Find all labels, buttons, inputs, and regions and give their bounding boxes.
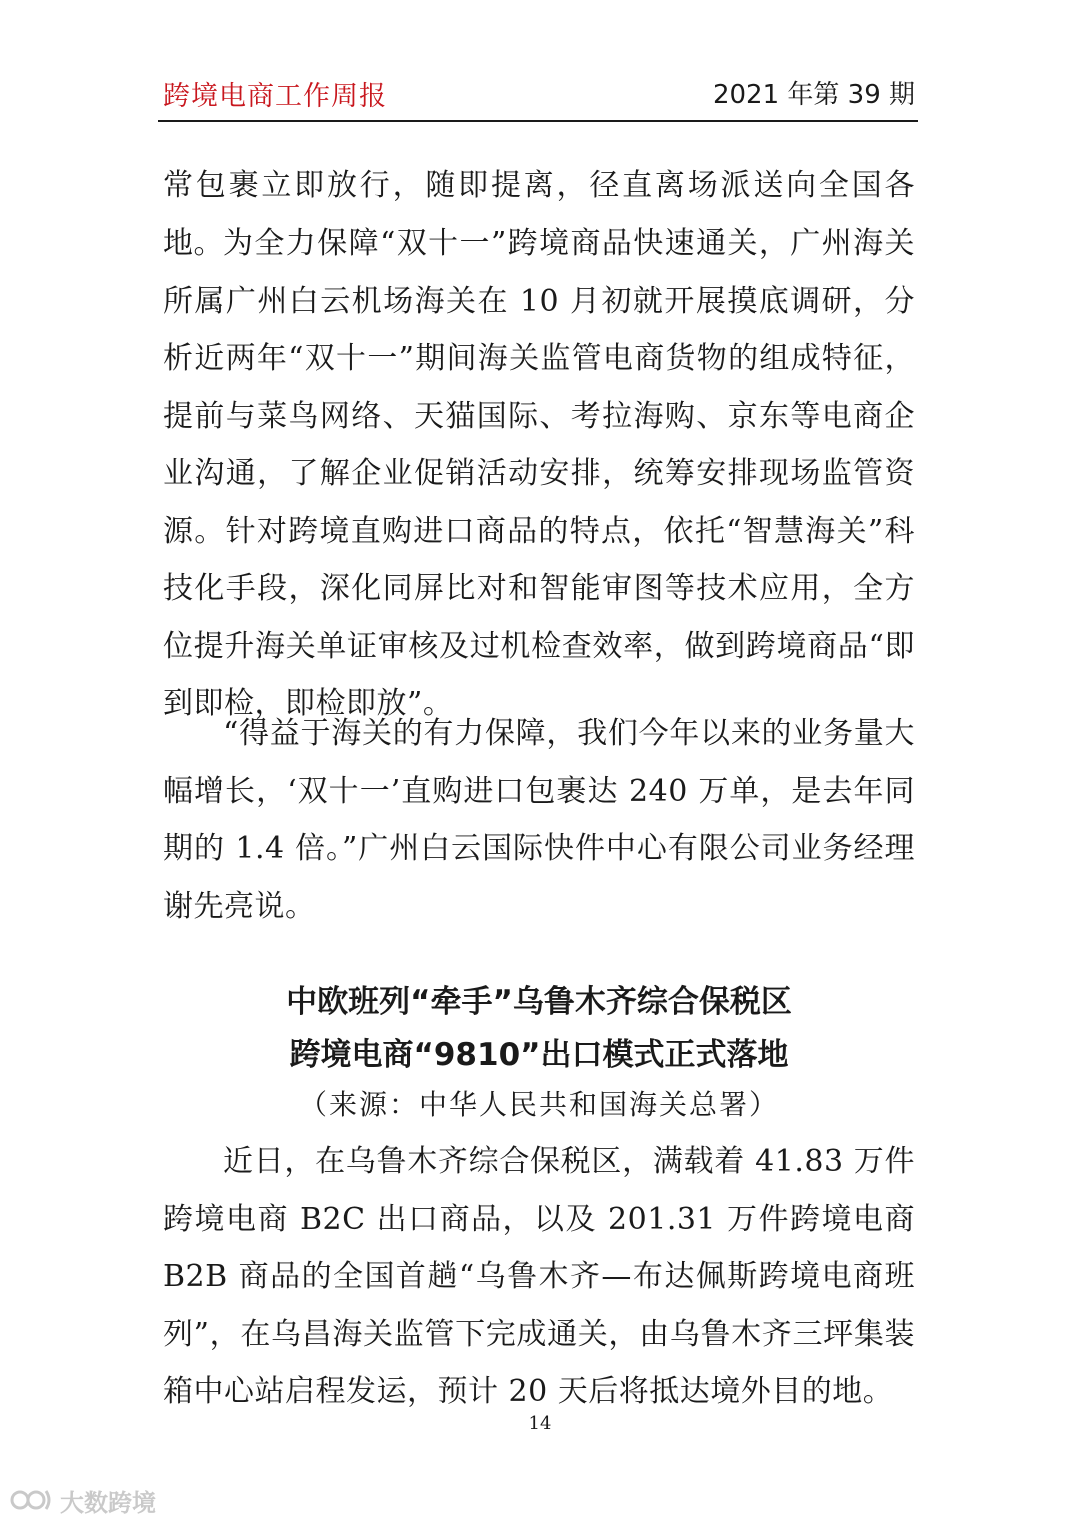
paragraph-customs-guarantee: 为全力保障“双十一”跨境商品快速通关，广州海关所属广州白云机场海关在 10 月初就开展摸底调研，分析近两年“双十一”期间海关监管电商货物的组成特征，提前与菜鸟网络、天猫国际、考拉海购、京东等电商企业沟通，了解企业促销活动安排，统筹安排现场监管资源。针对跨境直购进口商品的特点，依托“智慧海关”科技化手段，深化同屏比对和智能审图等技术应用，全方位提升海关单证审核及过机检查效率，做到跨境商品“即到即检，即检即放”。 [163,226,915,721]
section-title-line-2: 跨境电商“9810”出口模式正式落地 [289,1037,789,1073]
page-number: 14 [528,1413,552,1434]
paragraph-quote: “得益于海关的有力保障，我们今年以来的业务量大幅增长，‘双十一’直购进口包裹达 240 万单，是去年同期的 1.4 倍。”广州白云国际快件中心有限公司业务经理谢先亮说。 [163,716,915,924]
paragraph-urumqi: 近日，在乌鲁木齐综合保税区，满载着 41.83 万件跨境电商 B2C 出口商品，以及 201.31 万件跨境电商 B2B 商品的全国首趟“乌鲁木齐—布达佩斯跨境电商班列”，在乌昌海关监管下完成通关，由乌鲁木齐三坪集装箱中心站启程发运，预计 20 天后将抵达境外目的地。 [163,1144,915,1409]
issue-number: 2021 年第 39 期 [712,80,915,110]
section-title-line-1: 中欧班列“牵手”乌鲁木齐综合保税区 [286,984,792,1020]
publication-title: 跨境电商工作周报 [163,81,387,112]
page-header [163,74,915,114]
article-source: （来源：中华人民共和国海关总署） [298,1088,779,1121]
dashu-logo-icon [10,1485,54,1515]
watermark [10,1480,156,1520]
watermark-text: 大数跨境 [60,1488,156,1517]
paragraph-continuation: 常包裹立即放行，随即提离，径直离场派送向全国各地。 [163,168,915,261]
header-divider [158,120,918,122]
